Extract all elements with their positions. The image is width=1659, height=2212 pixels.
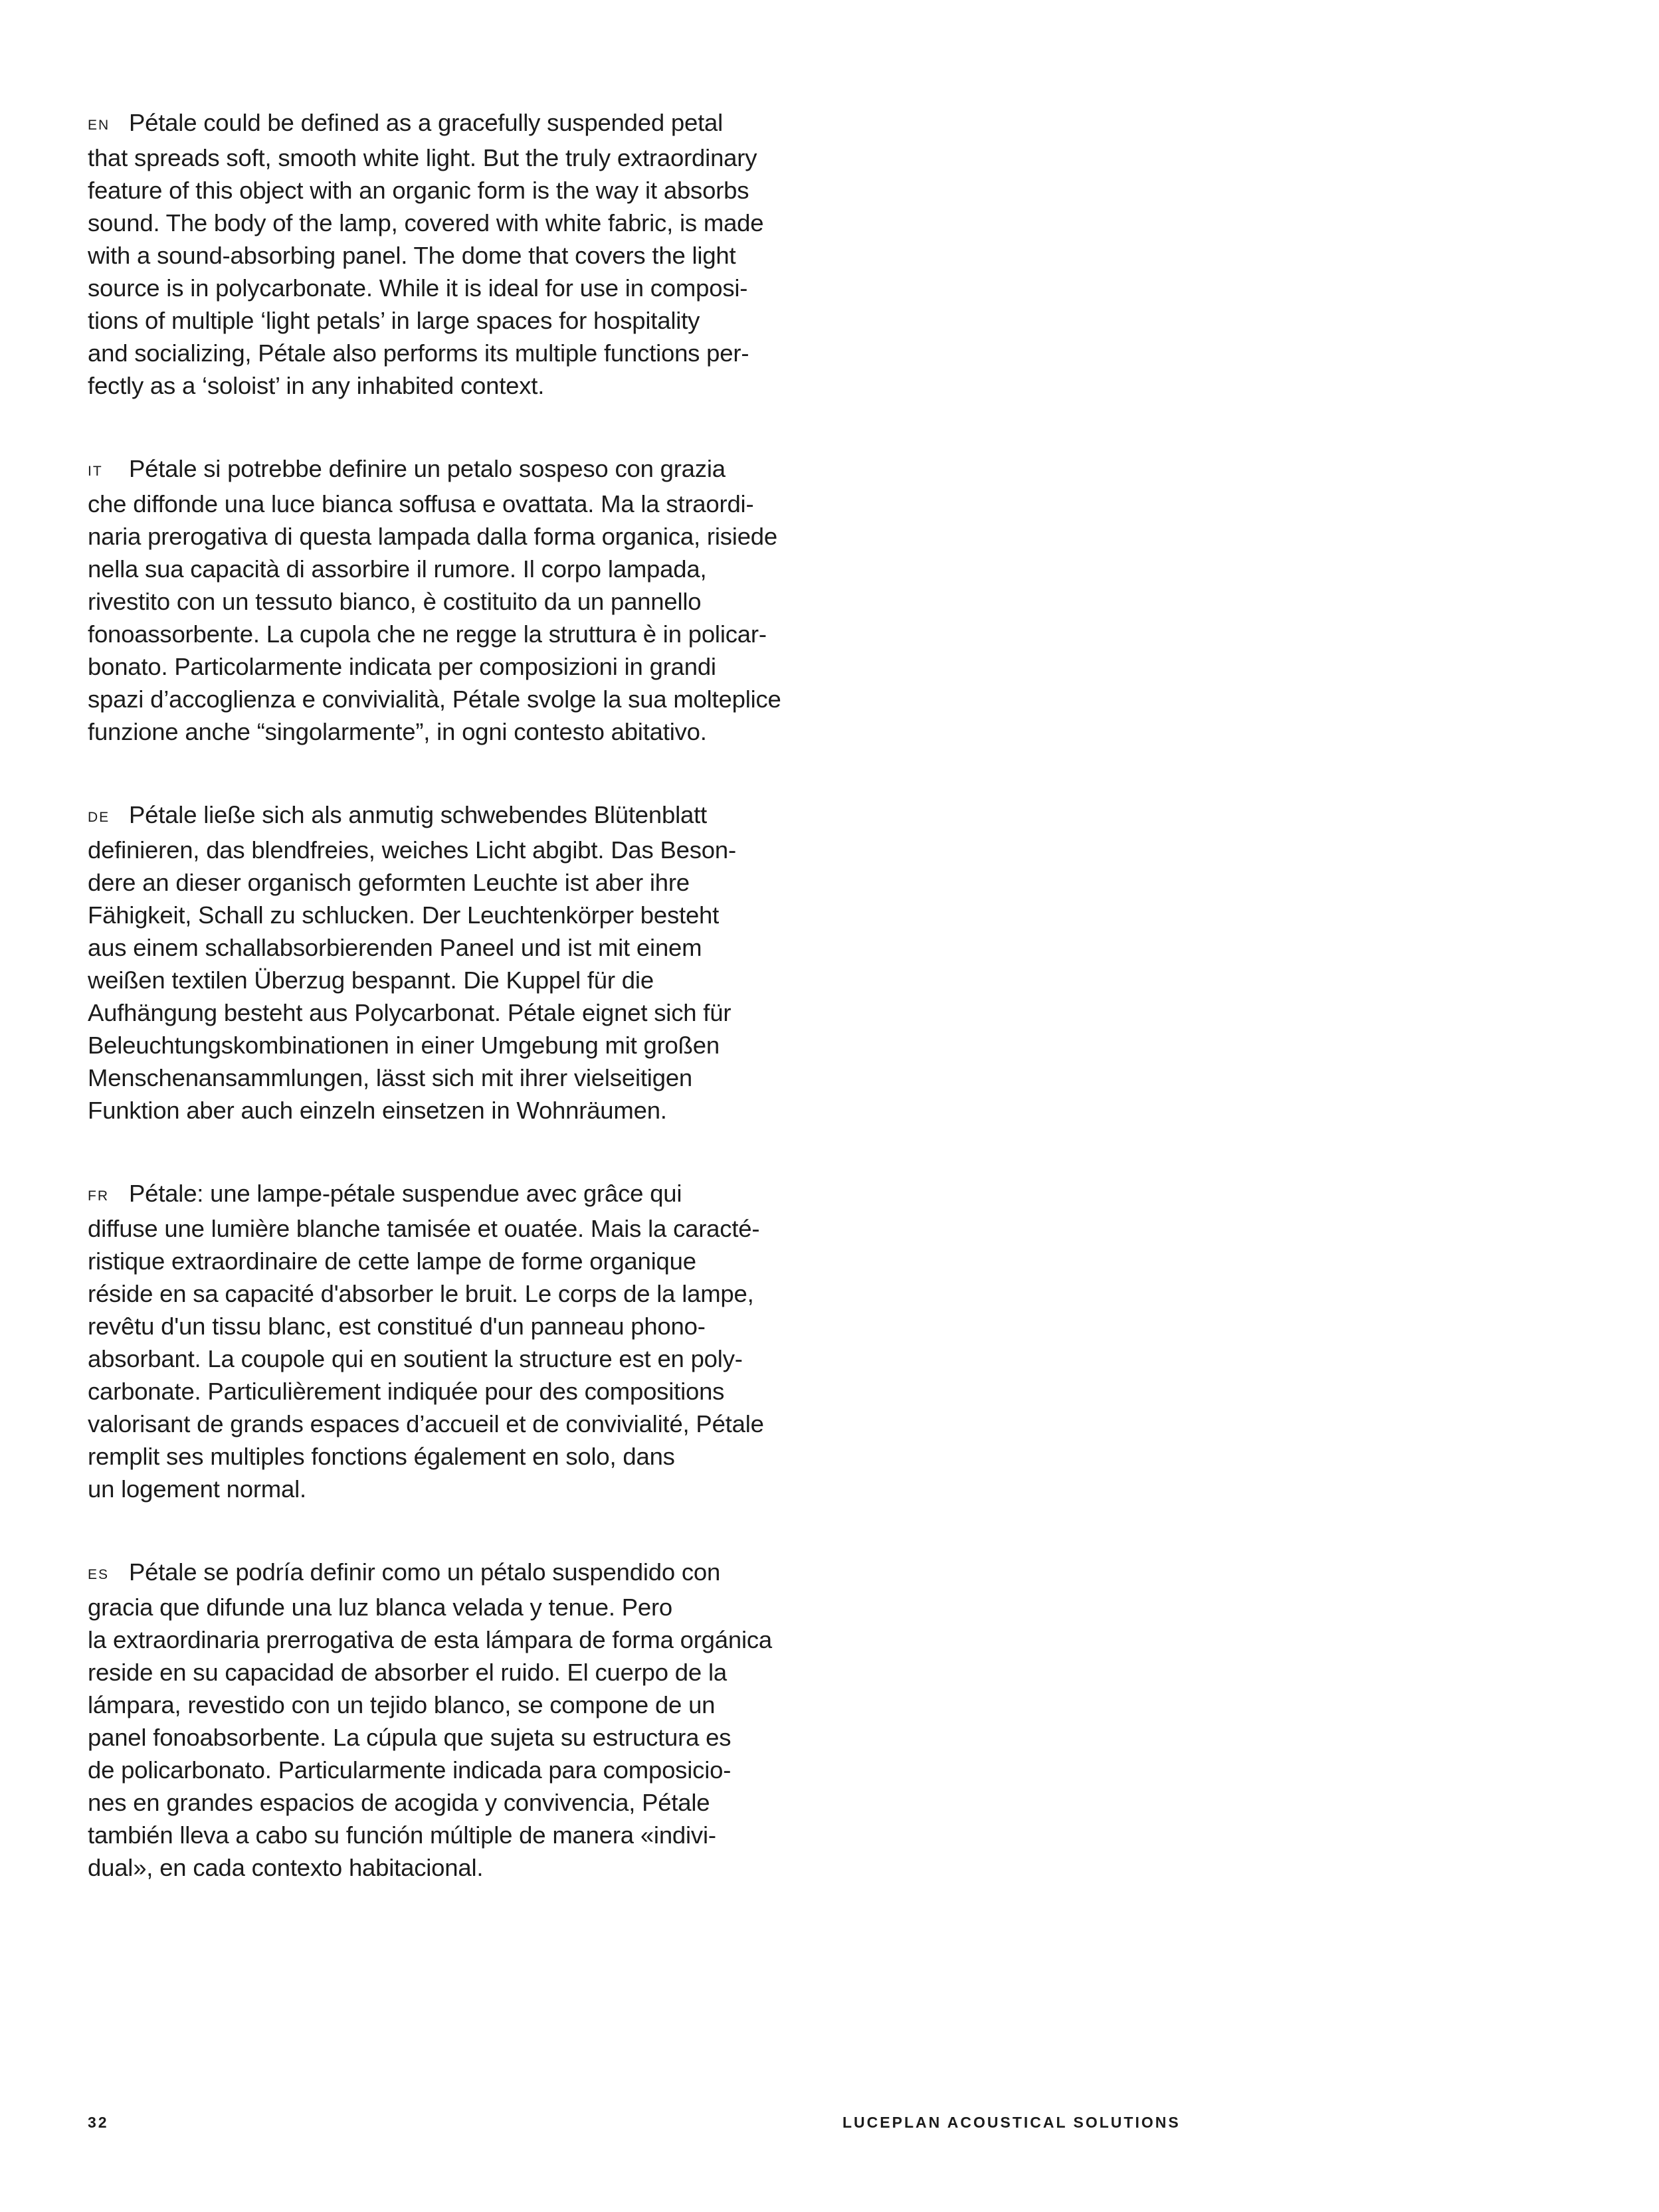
paragraph-line: nella sua capacità di assorbire il rumore. Il corpo lampada, xyxy=(88,555,707,583)
paragraph-line: ristique extraordinaire de cette lampe de forme organique xyxy=(88,1247,696,1275)
paragraph-line: revêtu d'un tissu blanc, est constitué d'un panneau phono- xyxy=(88,1313,706,1340)
paragraph-line: rivestito con un tessuto bianco, è costituito da un pannello xyxy=(88,588,702,615)
paragraph-line: diffuse une lumière blanche tamisée et ouatée. Mais la caracté- xyxy=(88,1215,760,1242)
paragraph-line: naria prerogativa di questa lampada dalla forma organica, risiede xyxy=(88,523,777,550)
paragraph-line: fectly as a ‘soloist’ in any inhabited context. xyxy=(88,372,545,399)
paragraph-line: and socializing, Pétale also performs its multiple functions per- xyxy=(88,339,749,367)
paragraph-line: aus einem schallabsorbierenden Paneel und ist mit einem xyxy=(88,934,702,961)
paragraph-line: carbonate. Particulièrement indiquée pour des compositions xyxy=(88,1378,725,1405)
paragraph-line: DE Pétale ließe sich als anmutig schwebendes Blütenblatt xyxy=(88,798,805,834)
paragraph-line: sound. The body of the lamp, covered with white fabric, is made xyxy=(88,209,764,236)
paragraph-line: réside en sa capacité d'absorber le bruit. Le corps de la lampe, xyxy=(88,1280,754,1307)
paragraph-line: la extraordinaria prerrogativa de esta lámpara de forma orgánica xyxy=(88,1626,773,1653)
paragraph-en xyxy=(88,106,805,402)
paragraph-line: EN Pétale could be defined as a gracefully suspended petal xyxy=(88,106,805,141)
text-column xyxy=(88,106,805,1934)
paragraph-line: Funktion aber auch einzeln einsetzen in Wohnräumen. xyxy=(88,1097,667,1124)
paragraph-line: un logement normal. xyxy=(88,1475,306,1503)
paragraph-line: Menschenansammlungen, lässt sich mit ihrer vielseitigen xyxy=(88,1064,693,1091)
paragraph-de xyxy=(88,798,805,1127)
paragraph-line: FR Pétale: une lampe-pétale suspendue avec grâce qui xyxy=(88,1177,805,1212)
paragraph-line: valorisant de grands espaces d’accueil et de convivialité, Pétale xyxy=(88,1410,764,1437)
paragraph-line: remplit ses multiples fonctions également en solo, dans xyxy=(88,1443,675,1470)
paragraph-line: feature of this object with an organic form is the way it absorbs xyxy=(88,177,749,204)
paragraph-line: fonoassorbente. La cupola che ne regge la struttura è in policar- xyxy=(88,620,767,648)
paragraph-line: weißen textilen Überzug bespannt. Die Kuppel für die xyxy=(88,967,654,994)
paragraph-line: definieren, das blendfreies, weiches Licht abgibt. Das Beson- xyxy=(88,836,736,864)
paragraph-line: Aufhängung besteht aus Polycarbonat. Pétale eignet sich für xyxy=(88,999,732,1026)
paragraph-line: Beleuchtungskombinationen in einer Umgebung mit großen xyxy=(88,1032,720,1059)
language-code: DE xyxy=(88,810,110,825)
language-code: IT xyxy=(88,464,103,479)
paragraph-fr xyxy=(88,1177,805,1505)
paragraph-line: tions of multiple ‘light petals’ in large spaces for hospitality xyxy=(88,307,700,334)
paragraph-line: that spreads soft, smooth white light. But the truly extraordinary xyxy=(88,144,757,171)
paragraph-line: funzione anche “singolarmente”, in ogni contesto abitativo. xyxy=(88,718,707,745)
paragraph-line: bonato. Particolarmente indicata per composizioni in grandi xyxy=(88,653,716,680)
paragraph-line: Fähigkeit, Schall zu schlucken. Der Leuchtenkörper besteht xyxy=(88,901,720,929)
paragraph-line: absorbant. La coupole qui en soutient la structure est en poly- xyxy=(88,1345,743,1372)
paragraph-line: dere an dieser organisch geformten Leuchte ist aber ihre xyxy=(88,869,690,896)
paragraph-line: with a sound-absorbing panel. The dome that covers the light xyxy=(88,242,736,269)
paragraph-line: che diffonde una luce bianca soffusa e ovattata. Ma la straordi- xyxy=(88,490,754,517)
paragraph-line: ES Pétale se podría definir como un pétalo suspendido con xyxy=(88,1556,805,1591)
paragraph-line: reside en su capacidad de absorber el ruido. El cuerpo de la xyxy=(88,1659,727,1686)
paragraph-line: dual», en cada contexto habitacional. xyxy=(88,1854,484,1881)
paragraph-line: nes en grandes espacios de acogida y convivencia, Pétale xyxy=(88,1789,710,1816)
paragraph-it xyxy=(88,452,805,748)
paragraph-line: de policarbonato. Particularmente indicada para composicio- xyxy=(88,1756,732,1784)
paragraph-line: panel fonoabsorbente. La cúpula que sujeta su estructura es xyxy=(88,1724,732,1751)
paragraph-line: también lleva a cabo su función múltiple de manera «indivi- xyxy=(88,1821,716,1849)
page-number: 32 xyxy=(88,2114,109,2131)
paragraph-line: source is in polycarbonate. While it is ideal for use in composi- xyxy=(88,274,748,302)
paragraph-line: gracia que difunde una luz blanca velada y tenue. Pero xyxy=(88,1594,673,1621)
paragraph-line: lámpara, revestido con un tejido blanco, se compone de un xyxy=(88,1691,716,1718)
paragraph-es xyxy=(88,1556,805,1884)
publication-title: LUCEPLAN ACOUSTICAL SOLUTIONS xyxy=(842,2114,1181,2131)
language-code: FR xyxy=(88,1188,109,1204)
language-code: ES xyxy=(88,1567,110,1582)
paragraph-line: IT Pétale si potrebbe definire un petalo sospeso con grazia xyxy=(88,452,805,488)
paragraph-line: spazi d’accoglienza e convivialità, Pétale svolge la sua molteplice xyxy=(88,686,781,713)
language-code: EN xyxy=(88,118,110,133)
